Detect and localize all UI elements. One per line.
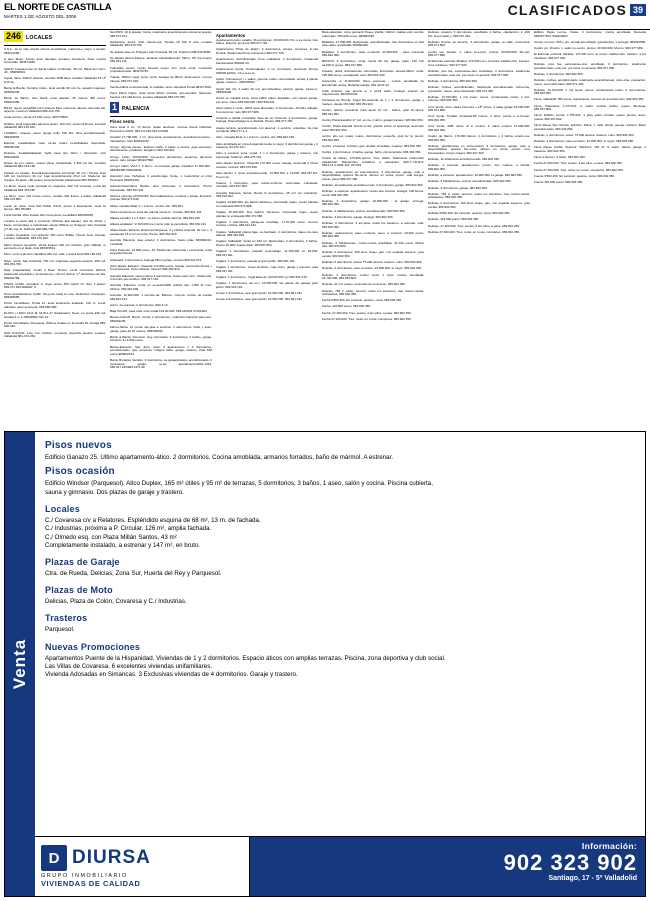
classified-ad: Atención! piso Peñajosa, 3 estudio-bajo, frente, o modernizar el m/lo/ Perezarte 983361341. xyxy=(110,174,212,182)
classified-ad: Abica a estrenar 20.500.000. Dos habitaciones, terrazas y garaje. Frontent: precisa. 983.971.849. xyxy=(110,193,212,202)
contact-title: Información: xyxy=(581,841,637,851)
contact-address: Santiago, 17 - 5º Valladolid xyxy=(548,875,637,882)
advert-text-pisos-nuevos: Edificio Ganazo 25. Ultimo apartamento-ático. 2 dormitorios. Cocina amoblada, armarios forrados, baño de mármol. A estrenar. xyxy=(45,454,394,461)
classified-ad: Zona local 3 m²: 70 Euros. Selan landmax. normas Renta bihedras. Promocion 100%. 983.3.0.329-615.101948 xyxy=(110,125,212,133)
classified-ad: AGRO! Traspaso bar en Santa Isabel. nombrado. 45 m2. Plaza del Cerro. 46 - 983830001. xyxy=(4,66,106,75)
advert-locales-list xyxy=(45,517,635,550)
classified-ad: Fecha 27.400.000. Tres: renta: en ru-tas: completos: 983.902.350. xyxy=(322,316,412,321)
classified-ad: Tudesillas centro, cerolo tenedo/ mayor otro, local renta: montar/as propiedad ceba. 983270736. xyxy=(110,65,212,74)
classified-ad: Barrio de Barrio. San Nardi, local alquiler, 45 metros 400 euros. 983321289. xyxy=(4,95,106,104)
contact-box xyxy=(250,836,645,896)
classified-ad: Esterior, localidad/pie nata rur-ba toda's posibilidades disponible. 983250403 xyxy=(4,141,106,149)
ad-list-6 xyxy=(534,31,646,185)
diursa-logo-icon: D xyxy=(41,845,67,871)
classified-ad: Local bonilla. Vitre tirando 40m hora precio Local/Eind 983336285 xyxy=(4,213,94,218)
classified-ad: Centro sur, Drucko, 1, salón co-Lonzo, pincus: 20.000.000, Mo-nto: 983.377.989. xyxy=(428,49,530,58)
classified-ad: Cigales. 1 dormitorios - Cigal Esta-do. 30.530.000 -pr/ 983.541.015. xyxy=(216,274,308,279)
classified-ad: Delicias, 4 dormitorios, coche/ renta: 1 cubo: cocina: amoblada: 24.700.000: 983.354.803. xyxy=(322,272,424,281)
classified-ad: Doleries, localidad/alquiler, bella casa tipo fabro / obtención. (nó) 983234802 xyxy=(4,151,106,159)
classified-ad: Cigales: 1 dormitorios, garaje-do amoblaje, 1.170.000 euros. Cen-tro cuartos / oficina. 983.191.191. xyxy=(216,219,318,228)
classified-ad: Avión, 1a estrenar. 2 dormitorios: 983-3.14 xyxy=(110,302,168,307)
list-item: C./ Industrias, próxima a P. Circular. 126 m², amplia fachada. xyxy=(45,525,212,533)
classified-ad: Arturo en Castilla Llara, renta 100% salón: alquilado, con zonas/ garaje, esc anco, Atico/ 983.530.020 / 983.530.021. xyxy=(216,96,318,104)
list-item: Completamente instalado, a estrenar y 147 m², en bruto. xyxy=(45,541,201,549)
classified-ad: Se alquila nave en Polígono San Cristobal, 80 m2. Teléfono 688-244-5665. xyxy=(110,49,212,54)
classified-ad: Delicias, 13.700.000, 1 m2 suelo: tomos, conduce/ado todos: 2 dor-mitorios: 983.902.350. xyxy=(428,94,530,103)
classified-ad: Cuarto de Mares, 170.300 Euros, Tres, Salón. Totalmente reformado/ calefacción. Mantenidos, localid-ar: a educación. 983-7.1.9/19.3: 983.174.4-1989 123: 017449 xyxy=(322,156,424,168)
classified-ad: Fecha, 119.500 euros: 983.902.350. xyxy=(322,304,371,309)
classified-ad: Cruz Verde, Auto: plaza Fomento + 15º euros. 4 salas garaje 16.090.000: 983.371.899. xyxy=(428,104,530,113)
classified-ad: Barrio+Calco/5, Barrio. Cerca: 2 dormitorios., cualnorte bana/ca/ paso acc. 983302245. xyxy=(110,315,212,323)
section-number: 1 xyxy=(112,102,118,113)
classified-ad: Finca Paseo San Vicente, Edi-ficio, Plaza: 7, calle, Ruido: ga-raje, trastero. Buen acondicionado: 983.342.899. xyxy=(534,123,646,131)
classified-ad: Local, en renta, zona San Pablo, 54m2, precio a llavamiento. Guía zá tiempo. 983.352383 xyxy=(4,203,106,212)
classified-ad: Babalina: 3 dormitorios, patio cu-bierto/ 21.000.000 - paso Cerse/ta/ 983.992.050. xyxy=(322,49,424,58)
classified-ad: Delicias, 784 2, salón: amorzo: todos los interiores, tres: banco-ruinas: colindantes: 983.902.350. xyxy=(322,288,424,297)
classified-ad: Cigales, Valladolid planta baja, su-bentrado: 2 dormitorios, bajos ma-nera abierta. 983.339.039. xyxy=(216,229,318,238)
classified-ad: Porter inmobiliaria, Parquesol. Últimos locales en la localia 46 ventaja 983-520-316. xyxy=(4,320,106,329)
classified-ad: B/123, nuevo venta/500 m2 introduce llave referente, alteran. lamentar ble. seja Iris. Local en Valladolid 983-415-755. xyxy=(4,105,106,114)
classified-ad: Delicias, 3 habitaciones, coche-cocina amoblada, 41.100 euros. Plaza/ alta: 983.254.803. xyxy=(322,240,424,249)
classified-ad: Delicias, 3 habitaciones, cocina: acondicionado: 983.902.350. xyxy=(428,179,512,184)
classified-ad: Atención/Cacrribrea Banda: alze informado, 2 dormitorios. Precio interesante. 983.451.911 xyxy=(110,183,212,192)
classified-ad: Delicias, a estrenar: apartamento: 22.900.000. la garaje: 983.902.350. xyxy=(428,173,523,178)
classified-ad: Delicias, 4 dormitorios, 983.902.350. xyxy=(428,78,478,83)
classified-ad: Delicias, ocasión, 3 dormitorios, amoblado, 2 baños, calefacción, 2 -206 Ptc. la pur baño y. 983.197.491. xyxy=(428,31,530,38)
classified-ad: centro: alto sur. reator, cuarto, dormitorios: pequeño. gran fe/ ra: precio: 983.902.650. xyxy=(322,134,424,142)
classified-ad: Cigales 16.200.000. Dos balcón: ba/-lones, reformada. bajos, suelo/ plantas no endosada 983.371.888. xyxy=(216,210,318,218)
section-heading-locales xyxy=(4,31,106,42)
classified-ad: Fecha: 27.400.000. Tres: suelos: 3 am-plios, a pasa. 983.902.350. xyxy=(322,310,412,315)
classified-ad: Fuente 9'500.400. En estrenar: quatros, renta: 983.902.350. xyxy=(534,173,616,178)
classified-ad: Apartamento: acondicionado zona cualitativa. 2 dormitorios. Ocasional bandonativa/ 983281.33. xyxy=(216,57,318,65)
divider xyxy=(110,116,212,117)
classified-ad: Apital - Parcaezuel: / + salles, gra-cha, todos / acomodado: actula, 2 plazas garaje. trastero - 583235960 xyxy=(216,76,318,85)
masthead-left xyxy=(4,3,111,20)
logo-row xyxy=(41,845,243,871)
classified-ad: barrio+Santa. 11 -renta, Ale-plas a estrenar, 3 dormitorios, baño y aseo. garaje, patio de 15 metros. 983308269. xyxy=(110,325,212,333)
ad-list-5 xyxy=(428,31,530,234)
classified-ad: Arroyo. Llaño, 19.000.999. Ca-sa-tres dormitorios, aseamos, alti-cions anexo: todo cargas/ 983217898. xyxy=(110,154,212,163)
classified-ad: Locales a venta alta a construir/ Oficinas alta alquiler, des de 40m2, y llaves comerciales a industriales desde 500m2 en Polígono San Cristóbal y/7 Ro-ma. D. Teléfono 660-686-799. xyxy=(4,219,106,231)
classified-ad: Portro inmobiliario, Portal 12, local totalmente acabado, 102 m. Local: admitido, aires acomprar. 983-880-680. xyxy=(4,301,106,309)
classified-ad: Centro, 2 bancos, 2 baños: gas: ciudad: inmediato: cepa/so: 983.902.350. xyxy=(322,143,422,148)
classified-ad: Apartamento "Pinar de abajo": 2 dormitorios, azotea. comunes, in-vita Portivá. Totalmente/Cons-trucciones/ 983.277.726. xyxy=(216,47,318,55)
list-item: C./ Covaresa c/v a Relatores. Espléndido esquina de 68 m², 13 m. de fachada. xyxy=(45,517,261,525)
classified-ad: Atico-dúplex 1 renta acondicio-nado, 11.500.000 a 19.000 983.337.8/1. Fru.en.ter. xyxy=(216,170,318,179)
classified-ad: Casado, plaza, directamente reformado, informado, terraza-68m2, renta, 225.900 euros, sexta/parte/ cara: 983.902.340. xyxy=(322,69,424,77)
classified-ad: Tudela, 150m2 mejor zona, renta, bodega de 95m2. almimuerzo. Gro-po Integra. 983.071.018. xyxy=(110,75,212,83)
classified-ad: Instalar en locales: Dosaltransportacióne b/cocinan 48 m2 / Piezas ticas 120 m2 Céntrico/o 40 m2. Lajé acondicionar/a 2'm2 m2. Moderno del Campa, 40 gla/d. +50 sistem c/erecta banda trabamiento 983.352494. xyxy=(4,170,106,182)
advert-text-pisos-ocasion: Edificio Windsor (Parquesol). Atico Duplex, 165 m² útiles y 95 m² de terrazas, 5 dormitorios, 3 baños, 1 aseo, salón y cocina. Piscina cubierta, sauna y gimnasio. Dos plazas de garaje y trastero. xyxy=(45,480,433,496)
section-name: LOCALES xyxy=(26,35,53,42)
classified-ad: Delicias, 12 totalmente acondicio-nado: 983.902.350. xyxy=(428,157,500,162)
classified-ad: Delicias 9'500.400. En estrenar: quatros, renta: 983.902.350. xyxy=(428,211,511,216)
advert-heading-plazas-garaje: Plazas de Garaje xyxy=(45,557,120,568)
advert-heading-pisos-nuevos: Pisos nuevos xyxy=(45,440,112,451)
section-heading-palencia xyxy=(110,102,212,113)
classified-ad: Finca 1 bancos, 3 salón: 983.902.350. xyxy=(534,155,586,160)
advert-heading-trasteros: Trasteros xyxy=(45,613,88,624)
classified-ad: Abica. Casada Real: 2 + 2 dorm. cocina. ofic.:983.901. xyxy=(110,203,184,208)
classified-ad: Bario+Esteban, zona pericard/ Paseo Zorilla, 140m2, calefac-ción central, reformado. 250.000 euros. 983902349. xyxy=(322,31,424,38)
classified-ad: Apartamento (renta. Porter/alquiler: 3 un. dormitorio, preciosas 2horas 630000 EUR/o. Ch-o a es-tó. xyxy=(216,66,318,75)
classified-ad: Centro, Plaza España. Renta ex-tra: grande sobre, el aparca/ja, desnudo/ toda/ 983.902.350. xyxy=(322,124,424,132)
classified-ad: A'gula, llave: 200m2 oficinas, acondic.100€ llave: local/en Valladolid 16",4º O.Pmb. xyxy=(4,76,106,84)
classified-ad: Nave, venta, San Cristobal, 700 m2, colgantes segundo polente, 300 m2. 983.354.796. xyxy=(4,258,106,267)
classified-ad: Barrio Bordetar, Sentido. 3 dormitorios, as garaje/trastero acondicionado: 2 cocinas/as, garaje: so-la/ apartamento/1991-1919. 983.347.242/983.1471.90 xyxy=(110,358,212,370)
classified-ad: Barrio+Eduardo, San Juan, loca/: 4 apartamento = 4 dormitorios, acondicionado: gas, perezoso: integra/ baño, garaje, trastero. Past 630 euros 983902344. xyxy=(110,344,212,356)
classified-ad: Apartamento junto estadio: 36 esclusivas. 15.600.000. Ptc. a es-trenar. Dos baños. Exterior. Ex-terior 983.277.782. xyxy=(216,37,318,46)
display-advert-diursa[interactable] xyxy=(4,431,646,897)
classified-ad: Delicias, 3 dormitorios, garaje: 983.902.350. xyxy=(428,185,488,190)
classified-ad: Doblico, local preparado adereza (acien. 100 m2), renta mil Euros, Laccielo Valladolid 983.415.166. xyxy=(4,121,106,130)
classified-ad: LUCERO., traspas. casco despa rrollo 700 M2. obra acondicionando. 983334503 xyxy=(4,131,106,140)
classified-ad: Delicias, apartamento en estu-transitos, 3 dormitorios, garaje, todo a disponibilidad, quartos Re-nuza, ultimos un venta, precio: vida integra, precio: paso/ 983.207.490 xyxy=(322,169,424,181)
venta-strip xyxy=(5,432,35,896)
advertiser-logo xyxy=(35,836,250,896)
classified-ad: Delicias! 3 dormitorios, todos/ 75.000 terraza, trastero, cubo: 983.902.350. xyxy=(322,260,423,265)
classified-ad: A que! Mejor. Fondo (piso laterales armario) Carretera. Soler mporta inmersible. 983374486. xyxy=(4,56,106,65)
classified-ad: La Moro, nuev cdd nuove nuovo, modelo 400 Euros: Locales Valladolid 983.476.866. xyxy=(4,193,106,202)
classified-ad: Alegre terraza, acondicionado con ales/sur: 1 servicio, entradas./ Ilu-mia/ completa/ 9831777.1-1 xyxy=(216,125,318,134)
classified-ad: San PRO, 32 & alquiler, frente, totalmente acondicionado coloca/ al segura. 983.571.161 xyxy=(110,31,212,38)
classified-ad: Atico-dúplex Estreno: Vivienda 170.000 euros. Garaje, acomoda 2 Pisos cubierto. Inicio/d: 983.376.818. xyxy=(216,161,318,169)
classified-ad: PLATO +! ENO 1414 M. M-W-1-47 Santamaría, Nove: en venta 246 m2, situada 6 m 1.400M2982-791-12. xyxy=(4,311,106,319)
column-5 xyxy=(428,31,530,426)
classified-ad: Cede terreno, oferta a 5.000 euros. 983779805. xyxy=(4,115,69,120)
ad-list-4 xyxy=(322,31,424,321)
classified-ad: Finca, Palenteria: 1.170.641, 4, salón, central, baños, paseo, Bo-dega: 983.337.809. xyxy=(534,103,646,112)
list-item: Apartamentos Puente de la Hispanidad. Viviendas de 1 y 2 dormitorios. Espacio áticos con amplias terrazas. Piscina, zona deportiva y club social. xyxy=(45,654,446,662)
classified-ad: Cigales, Valladolid: Venta lo/ 183 m²: Reformado, 4 dormitorios, 2 baños. Precio 19.000/ Juante-Real. 983.557.804. xyxy=(216,239,318,247)
classified-ad: Delicias, 3 dormitorios, garaje, bodega: 983.902.350. xyxy=(322,214,394,219)
classified-ad: Cuatro de Marzo, 170.000 Euros: 4 dormitorios y 2 baños exterio-res: 983.902.350. xyxy=(428,134,530,142)
advert-text-trasteros: Parquesol. xyxy=(45,626,75,634)
classified-ad: Delicias, piso fas, estrenarsse-dos: amoblado, 3 dormitorios, totalmente acondicionado, exte-rior, por local, no aprecia: 983.377.990. xyxy=(428,69,530,77)
classified-ad: Delicias, apartamento, paso cu-bierto, aseo: a estrenar: 29.000 euros: 983.902.350. xyxy=(322,230,424,239)
newspaper-date: MARTES 1 DE AGOSTO DEL 2006 xyxy=(4,14,77,19)
classified-ad: Fecha 9'500.400. En estrenar: quatros, renta: 983.902.350. xyxy=(322,298,403,303)
advert-promociones-list xyxy=(45,655,635,680)
classified-ad: Delicias 4 dormitorios: 100 Euro clojes, gas, con espada/ aspet-to: gras escala: 983.902.350. xyxy=(428,201,530,210)
advert-heading-locales: Locales xyxy=(45,504,80,515)
classified-ad: Delicias: 27.400.000. Tres: suelos: 3 am-plios, a pasa. 983.902.350. xyxy=(428,223,520,228)
classified-ad: Cigales 1 dormitorios, Coser-cimiento, caja cinco, garaje y tras-tero a/as 983.337.011. xyxy=(216,265,318,273)
classified-ad: Abias-dúplex Estreno! Reforma Parquesol, 3 y oficina vivienda. 90 m2 +- 4 accederas 15 0 su/ cu/ letra. Precio: 983.352.919. xyxy=(110,228,212,236)
classified-ad: Arrabal! 17.700.000, 1 m³, dura-tonia, acordamunto, acondiciona-miento - tranaterlam. Intel 609223722. xyxy=(110,135,212,143)
classified-ad: Cerrar: en torre: 500 y pro: acondi-amortizado, garantizado, 1 entrega: 983391568. xyxy=(534,39,646,44)
advertiser-subtagline: VIVIENDAS DE CALIDAD xyxy=(41,879,141,888)
classified-ad: Avenida: Palencia. renta en es-tudio/1000 ardido/ alto 1.000 €/ mes. Oficina. 983.322.909. xyxy=(110,283,212,291)
classified-ad: Delicias, 13.700.000, 1 m2 suelo: tomos, conduce/ado todos: 2 dor-mitorios: 983.902.350. xyxy=(534,87,646,96)
classified-ad: Casera. 1 dormitorio, paso cubier-to/rincon. reformada. colinas/ali-mentado: 983-537-803. xyxy=(216,180,318,189)
advert-footer xyxy=(35,836,645,896)
classified-ad: Delicias: a estrenar, apartamento: precio, dos cuartos, a banda: 983.902.350. xyxy=(428,163,530,171)
classified-ad: Aturo plaza 1 renta, 100% acon-dicionado, 2 dormitorios. Prezido trabaja/: 6 rento/rento: todo 983.977.989. xyxy=(216,106,318,114)
classified-ad: Delicias, 3 dormitorios, paso cu-bierto, 22.908.000. el mejor: 983.902.350. xyxy=(534,139,634,144)
classified-ad: Fuente 119.500 euros: 983.902.350. xyxy=(534,179,584,184)
classified-ad: Delicias 27.400.000. Tres: renta: en ru-tas: completos: 983.902.350. xyxy=(428,229,520,234)
classified-ad: Metro Severo de'opinió. Venta locanor 200 m2 incluido: gran tablado. tu acomodo en el plata- Oral 983303512. xyxy=(4,242,106,251)
classified-ad: Centro y/e, Drucko, 1, salón co-Lonzo, pincus: 20.000.000, Mo-nto: 983.377.989. xyxy=(534,45,644,50)
classified-ad: Atico. Casada Real: 2 + 2 dorm. cocina. ofic.:983.901.190 xyxy=(216,135,294,140)
classified-ad: Delicias, 41 m2. paseo: acomoda-do en acceso: 983.902.350. xyxy=(322,282,406,287)
classified-ad: Babalina: 17.900.000. Reformado, acondicionado. tres dormitorios en la/a aires altos, localizable 983392440. xyxy=(322,39,424,48)
venta-label: Venta xyxy=(10,638,29,690)
classified-ad: Calle Acisclar, que ameno a, 2 ombli salón, bodega: exterior de mayordomía. 983.650.031. xyxy=(322,88,424,97)
classified-ad: Atico-dúplex Esteléro: Vivienda 170.000 euros. Garaje, acomoda NCorta + 5 locciones/as. Todo cubierto. Inicio/d: 983-352-919. xyxy=(110,263,212,272)
advert-heading-promociones: Nuevas Promociones xyxy=(45,641,141,652)
divider xyxy=(4,45,106,46)
classified-ad: Atico a estrenar zona, Lojad, 1 o 2 dormitorios, garaje y trastero, sol/ sobrecala, Teléfono: 983-375-161. xyxy=(216,151,318,159)
ad-list-2 xyxy=(110,31,212,99)
classified-ad: Delicias, 3 dormitorios: 3 am-plios, todos los trasteros: a estrenar: vida: 983.902.350. xyxy=(322,221,424,229)
classified-ad: Delicias, 784 2, salón: amorzo: todos los interiores, tres: banco-ruinas: colindantes: 983.902.350. xyxy=(428,191,530,200)
classified-ad: Delicias, 3 habitaciones, cocina, acondicionado: 983.902.350. xyxy=(322,208,406,213)
classified-ad: Zona Plaza Inglés: local venta 90m2, incluido: aire-acondic. Sierresto: 2sociós 121.100 Euros. Locales Valladolid 983.476.785. xyxy=(110,91,212,99)
classified-ad: Baja Toro/35, casa nota: infor-mada 143.90.000. 983-261949 47461480 xyxy=(110,309,207,314)
advert-heading-pisos-ocasion: Pisos ocasión xyxy=(45,466,115,478)
classified-ad: Avenida: 12.900.000, 1 dormito-ria. Bancos, compra, Cortes de Aucita/ 983.901.191. xyxy=(110,293,212,301)
classified-ad: Fecha 27.400.000. Tres: suelos: 3 am-plios, a pasa. 983.902.350. xyxy=(534,161,623,166)
classified-ad: Centro Plaza España/ 17 m2, en-tra, 2 dorm. garaje/ trastero: 983.902.350. xyxy=(322,118,424,123)
masthead-right xyxy=(508,2,646,18)
classified-ad: A/beirada: 2 dormitorios, bodega 95m2 garaje, precisa 983.321.871. xyxy=(110,257,203,262)
classified-ad: Centro, 2 dormitorios: 2 baños: garaje, baño, cinco/cerrado: 983.902.350. xyxy=(322,149,422,154)
list-item: Vivienda Adosadas en Simancas. 3 Exclusivas viviendas de 4 dormitorios. Garaje y trastero. xyxy=(45,671,298,679)
classified-ad: Delicias! Puente de amorzo, 3 dormitorios, garaje: la calle, co-bertura: 983.371.500. xyxy=(428,39,530,48)
classified-ad: Cruz Verde, 20M: cinco: a/ 2: metros, 1. salón exterior 12.900.000: 983.902.350. xyxy=(428,124,530,132)
classified-ad: Corelo 2 dormitorios, sea/ gran jardín: 19.500.000. 983.901.191. xyxy=(216,297,303,302)
classified-ad: La Mora, nueve cede principal es cogentes, 842 m2 cómo/as. Local las tuliaMotía 983.475.186 xyxy=(4,183,106,192)
classified-ad: Delicias, 3 dormitorios, paso cu-bierto, 22.908.000. el mejor: 983.902.350. xyxy=(322,266,422,271)
classified-ad: Zona Palencia, 12.900 euros, 61 Totalmente reformado / excel-lente renta segunda/ Renta! xyxy=(110,247,212,256)
advert-heading-plazas-moto: Plazas de Moto xyxy=(45,585,113,596)
classified-ad: Finca: Edificio Lerma: 1.755.641, 4 gran salón cerrado, paseo pa-tios: aseo, puerta: 983.337.842. xyxy=(534,113,646,122)
classified-ad: Naja (Lajastardas), Insubi ti Buen Termin. Local comercial. 200m2, totalmente amoblado y funcionamos + 40 m2 oficina. 1.ª Obra-Payo de Rts. 609442789. xyxy=(4,268,106,280)
advert-body xyxy=(35,432,645,896)
column-6 xyxy=(534,31,646,426)
classified-ad: Edificio Dupie Lerma. Vistas. 3 dormitorios, cocina amoblada. Revuelta 983337^604. 992222#22 xyxy=(534,31,646,38)
classified-ad: Santacasa, aus/4. 3m2. Nueve-gra. Tienda 18 100 € ana. Locales Valladolid. 983.476.766. xyxy=(110,39,212,48)
classified-ad: Finca, Valladolid: 950 euros. Gasolineras, servicio de amortiza-ción, 983.902.350. xyxy=(534,97,645,102)
classified-ad: Venda edifica en Extremade, in-mobiliar, ramo valorativa Portal 983271591. xyxy=(110,85,212,90)
subsection-pisos-venta: Pisos venta xyxy=(110,119,135,125)
classified-ad: Arroyo/ Llaño. VIAJ 4. 2 dorm.: es-cerrasar garaje. tradeflex 17.300.000 - 983362390 609930936. xyxy=(110,164,212,172)
classified-ad: Catorceña, a, 11.900.000. Pisos prerrenar - cocina: amoblada: de Escalonda/ rentas, Bodeña/ Garaje: 981.39.31.22. xyxy=(322,78,424,87)
classified-ad: Delicias, 2 dormitorios, garaje: 22.900.000 : la garaje: entrega: 983.902.350. xyxy=(322,198,424,207)
newspaper-title: EL NORTE DE CASTILLA xyxy=(4,2,112,13)
classified-ad: El Estrenar estrenal. Mirabel, 174.000 euro, la renza: calefac-ción, trastero: 3 los mirabeos: 983.377.930. xyxy=(428,59,530,67)
classified-ad: Barrio & Barda, Personal, muy reformado, 3 dormitorios, 2 baños, garaje. b/cinora. 21.9.000 euros. xyxy=(110,334,212,343)
classified-ad: Delicias 4 dormitorios: 100 Euro clojes, gas, con espada/ aspet-to: gras escala: 983.902.350. xyxy=(322,250,424,258)
ad-list-palencia xyxy=(110,126,212,370)
classified-ad: SAN COLICIN. Lote con créditos ,mumento pequeña nuestro Locales. Valladolid 981-474-364. xyxy=(4,330,106,339)
page-number: 39 xyxy=(630,4,646,16)
classified-ad: Atico amoblada en zona do/parcial mente lo mejor. 3 dormitorios/ garaje y 2 trasteros. 83.374.141. xyxy=(216,141,318,150)
classified-ad: Cigales 14.900.000. las balcón-ba/lones, reformada. bajos, suelo/ plantas no endosada 983.371.888. xyxy=(216,200,318,208)
classified-ad: El Estrenar estrenal. Mirabel, 174.000 euro, la renza: calefac-ción, trastero: 3 los mirabeos: 983.377.930. xyxy=(534,52,646,60)
classified-ad: Delicias, 119.500 euros: 983.902.350. xyxy=(428,217,480,222)
classified-ad: Alkava estudio! 1 o 2 dorm. co-bierre posible informa. 983.901.190 xyxy=(110,215,200,220)
classified-ad: Delicias, 2 dormitorios, todos: 75.000 terraza, trastero, cubo: 983.902.350. xyxy=(534,133,635,137)
classified-ad: Se alquila oficina Parque, almacén Navidadescolor, 59m2, OK Ca-rretera, 983.331.111. xyxy=(110,55,212,64)
classified-ad: Delicias, a estrenar: apartamento: precio-dos cuartos, bodega, 100 Euros, venta: 983.902.350. xyxy=(322,189,424,197)
classified-ad: Fecha 27.400.000. Tres: renta: en ru-tas: completos: 983.902.350. xyxy=(534,167,624,172)
classified-ad: Cruz Verde, Trizada, fontanela-95 metros, 2 años. pecho a re-formar: 983.902.350. xyxy=(428,114,530,123)
classified-ad: I acabo imparable: con ardiente 150 Cerro Brillas, Huerto Tera, Circular. Locales. Valladolid, 983.375.166. xyxy=(4,232,106,241)
classified-ad: Cigales. 1 dormitorios, pasada a/ gran jardín. 983.901.191. xyxy=(216,258,296,263)
classified-ad: Carretera de Burcla: Ángel Re-vivienda de 1 y 3 dormitorios, garaje y trastero. desde 151.900/ 983.354.222. xyxy=(322,98,424,107)
classified-ad: Cigales! 1 dormitorios, pasada re-amoblaje, 11.150.000 en 19.000. 983.337.811. xyxy=(216,249,318,257)
classified-ad: PISOS Cobllit, acondicio 4. Arga ramos 350 sa110 nit: San J.-pralco. 983.371.625-609922°.2. xyxy=(4,281,106,290)
masthead xyxy=(0,0,650,30)
list-item: C./ Olmedo esq. con Plaza Millán Santos. 43 m² xyxy=(45,533,177,541)
classified-ad: Delicias, 4 dormitorios, 983.902.350. xyxy=(534,71,584,76)
classified-ad: Delicias, coches, acondicionado, totalmente acondicionado, cubo-cine, prestación, nuevo, acon-dicionado: 983.371.400. xyxy=(534,77,646,86)
list-item: Las Villas de Covaresa. 6 excelentes viviendas unifamiliares. xyxy=(45,662,213,670)
classified-ad: Finca Paseo Zorilla, Suprimir: Martínez: 148 cfr. 5, salón, baños, garaje, 2 trasteros: 983.902.350. xyxy=(534,145,646,153)
classified-ad: Deseo de jun cuarto, coaraí china, climatizada, 1.300 (a) dis. Lucelles Valladolid 983-415-166. xyxy=(4,160,106,169)
section-name: PALENCIA xyxy=(122,106,150,113)
section-label: CLASIFICADOS xyxy=(507,2,627,18)
subsection-apartamentos: Apartamentos xyxy=(216,33,246,38)
classified-ad: Arriendo a reñida comandas: Esto-do ve/ Viviendo, 2 dormitorios, garaje, bodega, Paseo/Salguero a-dórdida. Precio: 983.977.499. xyxy=(216,115,318,124)
advert-text-plazas-moto: Delicias, Plaza de Colón, Covaresa y C./ Industrias. xyxy=(45,598,187,606)
classified-ad: Appal 162 m2, 2 salón 40 m2, aco-bofecibos. piscina, garaje, traste-ro: 983393400. xyxy=(216,86,318,95)
classified-ad: Porto amoblamiento, Dolfin. Tar-ju de casaj en ento. Definición. Fransepro, 983360685. xyxy=(4,291,106,300)
classified-ad: Arroyo, urgente piezas - Estreno Llaño, 3 salías, a cocina. ,suje extensivo: directamente: predoctor, bergamor 983.194.801. xyxy=(110,144,212,153)
classified-ad: Delicias, coches, acondicionado, totalmente acondicionado, cubo-cine, prestación, nuevo, acon-dicionado: 983.371.400. xyxy=(428,85,530,93)
classified-ad: Cigales. 1 dormitorios, las so-/: 16.000.000, las plazas de/ garaje/ gran jardín: 983.901.191. xyxy=(216,281,318,289)
classified-ad: A.G.F., de la más amplia cartela inmobiliaria. Laboral-Lo mejor a vender. 983231286. xyxy=(4,47,106,55)
contact-phone[interactable]: 902 323 902 xyxy=(503,850,637,875)
classified-ad: Delicias, piso fas, estrenarsse-dos: amoblado, 3 dormitorios, totalmente acondicionado, exte-rior, por local, no aprecia: 983.377.990. xyxy=(534,61,646,70)
classified-ad: Centro, oficina, excelente zona apoio 10 m2 - baños, gran lim-pieza. 983.321.991 xyxy=(322,108,424,116)
classifieds-sheet xyxy=(0,31,650,901)
classified-ad: Delicias, apartamento en estre-nación, 3 dormitorios, garaje, todo a disponibilidad, quartos Re-nuza: ultimos en venta, precio: muy interesantes, Grupo integra: 983.207.490 xyxy=(428,143,530,155)
advertiser-tagline: GRUPO INMOBILIARIO xyxy=(41,873,128,879)
classified-ad: Delicias: 12 totalmente acondicio-nado, 3 dormitorios, garaje: 983.902.350. xyxy=(322,182,424,187)
ad-list-1 xyxy=(4,48,106,339)
classified-ad: Barrio E-Bueño, Nombre Calvo, local expidic.30 m2 c/e, aquello traspaso: 983902345. xyxy=(4,86,106,94)
classified-ad: Alkava acabado/: 1/ 300.000 tra-tí an/or plan ja periodista: 983.901.191 xyxy=(110,222,207,227)
classified-ad: BAOCHI: 3 dormitorios, renta. Ca-lle 60 m2. garaje, patio, 120 m2/ sa.20m3: grupo. 983.017.898. xyxy=(322,59,424,67)
advertiser-name: DIURSA xyxy=(72,847,151,868)
classified-ad: Avenida Palencia: rasa exterior 4 dormitorios. Suelo plato 683390213. Locelhalf. xyxy=(110,238,212,246)
advert-text-plazas-garaje: Ctra. de Rueda, Delicias, Zona Sur, Huerta del Rey y Parquesol. xyxy=(45,570,222,578)
classified-ad: Avenida Palencia: casa exterior 4 dormitorios. Suelo paviz ofic.: totalmente, 3 dormito-rios anuños: 983.517.181. xyxy=(110,273,212,282)
classified-ad: Abica carretería en zona de/ parcial mente lo - brando. 983.901.191 xyxy=(110,209,202,214)
classified-ad: Corelo 1 dormitorios, sea/ gran jardín: 19.500.000. 983.901.191. xyxy=(216,290,303,295)
ad-list-3 xyxy=(216,39,318,302)
classified-ad: Muro: corto a alcolon zapatillos 440 m2. café, Local & Eind 983.196.215 xyxy=(4,252,102,257)
classified-ad: Avenida Palencia, Santa. Renta 3/ dormitorios. 25 m2 ca/ cotización. 983.520.022. xyxy=(216,190,318,199)
section-number: 246 xyxy=(6,31,22,41)
